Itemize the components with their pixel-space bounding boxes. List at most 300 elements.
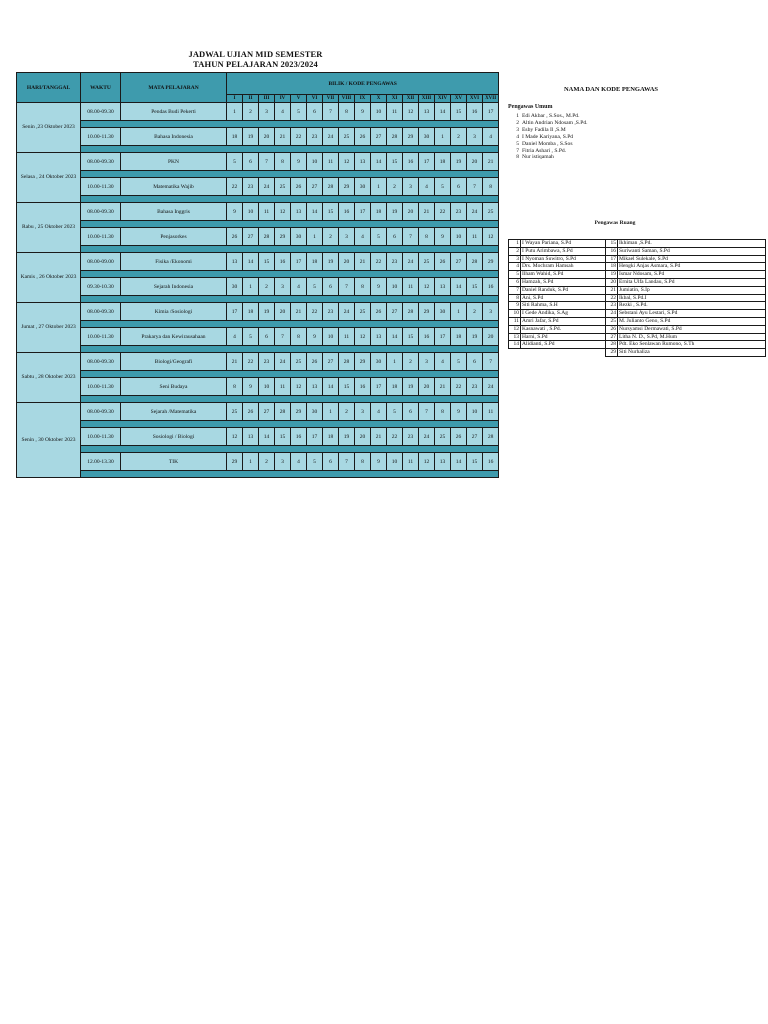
supervisor-code-cell: 23 [467, 378, 483, 396]
supervisor-code-cell: 15 [275, 428, 291, 446]
supervisor-code-cell: 11 [403, 453, 419, 471]
supervisor-code-cell: 27 [259, 403, 275, 421]
supervisor-code-cell: 24 [403, 253, 419, 271]
room-supervisor-row [509, 317, 766, 325]
supervisor-code-cell: 27 [307, 178, 323, 196]
general-supervisor-name: Edi Akbar , S.Sos., M.Pd. [522, 113, 580, 119]
supervisor-code-cell: 29 [227, 453, 243, 471]
supervisor-code-cell: 9 [227, 203, 243, 221]
supervisor-code-cell: 28 [467, 253, 483, 271]
supervisor-code-cell: 3 [355, 403, 371, 421]
day-date-cell: Senin ,23 Oktober 2023 [17, 103, 81, 153]
time-cell: 09.30-10.30 [81, 278, 121, 296]
subject-cell: Seni Budaya [121, 378, 227, 396]
supervisor-code-cell: 12 [227, 428, 243, 446]
supervisor-code-cell: 16 [419, 328, 435, 346]
supervisor-code-cell: 1 [243, 453, 259, 471]
supervisor-code-cell: 13 [227, 253, 243, 271]
general-supervisor-number: 2 [516, 119, 519, 126]
room-supervisor-number: 18 [606, 263, 618, 271]
room-supervisor-number: 29 [606, 349, 618, 357]
room-supervisor-row [509, 286, 766, 294]
supervisor-code-cell: 19 [387, 203, 403, 221]
supervisor-code-cell: 2 [243, 103, 259, 121]
exam-schedule-table [16, 72, 499, 478]
supervisor-code-cell: 16 [483, 278, 499, 296]
supervisor-code-cell: 2 [451, 128, 467, 146]
supervisor-code-cell: 7 [259, 153, 275, 171]
supervisor-code-cell: 1 [451, 303, 467, 321]
supervisor-code-cell: 10 [387, 453, 403, 471]
supervisor-code-cell: 8 [435, 403, 451, 421]
time-cell: 08.00-09.30 [81, 103, 121, 121]
supervisor-code-cell: 30 [435, 303, 451, 321]
supervisor-code-cell: 15 [323, 203, 339, 221]
supervisor-code-cell: 9 [435, 228, 451, 246]
separator-row [17, 446, 499, 453]
time-cell: 12.00-13.30 [81, 453, 121, 471]
room-supervisor-name: M. Julianto Geno, S.Pd [618, 317, 766, 325]
room-number-header: VI [307, 95, 323, 103]
supervisor-code-cell: 14 [323, 378, 339, 396]
room-supervisor-row [509, 255, 766, 263]
supervisor-code-cell: 4 [371, 403, 387, 421]
supervisor-code-cell: 29 [419, 303, 435, 321]
supervisor-code-cell: 30 [291, 228, 307, 246]
supervisor-code-cell: 17 [227, 303, 243, 321]
supervisor-code-cell: 21 [419, 203, 435, 221]
supervisor-code-cell: 21 [355, 253, 371, 271]
room-number-header: XVI [467, 95, 483, 103]
col-header-subject: MATA PELAJARAN [121, 73, 227, 103]
supervisor-code-cell: 7 [467, 178, 483, 196]
supervisor-code-cell: 26 [435, 253, 451, 271]
separator-row [17, 421, 499, 428]
session-row [17, 403, 499, 421]
supervisor-code-cell: 12 [403, 103, 419, 121]
supervisor-code-cell: 6 [451, 178, 467, 196]
general-supervisor-item [508, 134, 588, 141]
supervisor-code-cell: 21 [291, 303, 307, 321]
supervisor-code-cell: 27 [243, 228, 259, 246]
session-row [17, 128, 499, 146]
supervisor-code-cell: 14 [243, 253, 259, 271]
supervisor-code-cell: 28 [323, 178, 339, 196]
session-row [17, 303, 499, 321]
supervisor-code-cell: 5 [435, 178, 451, 196]
room-supervisor-number: 12 [509, 325, 521, 333]
supervisor-code-cell: 18 [371, 203, 387, 221]
general-supervisor-number: 5 [516, 140, 519, 147]
supervisor-code-cell: 7 [419, 403, 435, 421]
supervisor-code-cell: 16 [467, 103, 483, 121]
separator-row [17, 346, 499, 353]
supervisor-code-cell: 13 [435, 278, 451, 296]
room-supervisor-name: Ikbal, S.Pd.I [618, 294, 766, 302]
subject-cell: Kimia /Sosiologi [121, 303, 227, 321]
supervisor-code-cell: 18 [387, 378, 403, 396]
separator-cell [81, 346, 499, 353]
time-cell: 08.00-09.30 [81, 353, 121, 371]
supervisor-code-cell: 11 [483, 403, 499, 421]
supervisor-code-cell: 26 [307, 353, 323, 371]
supervisor-code-cell: 30 [355, 178, 371, 196]
room-supervisor-number: 17 [606, 255, 618, 263]
supervisor-code-cell: 15 [339, 378, 355, 396]
separator-cell [81, 146, 499, 153]
supervisor-code-cell: 19 [451, 153, 467, 171]
supervisor-code-cell: 11 [387, 103, 403, 121]
room-supervisor-name: Pdt. Eko Senlawan Rumono, S.Th [618, 341, 766, 349]
subject-cell: Fisika /Ekonomi [121, 253, 227, 271]
supervisor-code-cell: 1 [435, 128, 451, 146]
room-supervisor-name: Ikhiman ,S.Pd. [618, 240, 766, 248]
supervisor-code-cell: 5 [307, 453, 323, 471]
room-number-header: XV [451, 95, 467, 103]
room-supervisor-number: 23 [606, 302, 618, 310]
supervisor-code-cell: 14 [387, 328, 403, 346]
supervisor-code-cell: 22 [307, 303, 323, 321]
room-supervisor-number: 21 [606, 286, 618, 294]
supervisor-code-cell: 20 [419, 378, 435, 396]
supervisor-code-cell: 16 [483, 453, 499, 471]
supervisor-code-cell: 23 [451, 203, 467, 221]
supervisor-code-cell: 25 [291, 353, 307, 371]
supervisor-code-cell: 6 [259, 328, 275, 346]
subject-cell: Matematika Wajib [121, 178, 227, 196]
room-supervisor-name: I Putu Arimbawa, S.Pd [521, 247, 606, 255]
separator-cell [81, 296, 499, 303]
supervisor-code-cell: 20 [355, 428, 371, 446]
supervisor-code-cell: 29 [355, 353, 371, 371]
supervisor-code-cell: 20 [259, 128, 275, 146]
supervisor-code-cell: 29 [275, 228, 291, 246]
session-row [17, 103, 499, 121]
room-supervisor-number: 22 [606, 294, 618, 302]
supervisor-code-cell: 5 [371, 228, 387, 246]
supervisor-code-cell: 6 [403, 403, 419, 421]
supervisor-code-cell: 4 [291, 278, 307, 296]
supervisor-code-cell: 17 [371, 378, 387, 396]
supervisor-code-cell: 4 [435, 353, 451, 371]
supervisor-code-cell: 9 [355, 103, 371, 121]
room-number-header: XIV [435, 95, 451, 103]
supervisor-code-cell: 24 [275, 353, 291, 371]
separator-row [17, 196, 499, 203]
supervisor-code-cell: 27 [323, 353, 339, 371]
time-cell: 10.00-11.30 [81, 178, 121, 196]
document-title: JADWAL UJIAN MID SEMESTER [188, 49, 323, 59]
room-supervisor-name: Daniel Randuk, S.Pd [521, 286, 606, 294]
room-supervisor-number: 24 [606, 310, 618, 318]
supervisor-code-cell: 6 [307, 103, 323, 121]
supervisor-code-cell: 25 [275, 178, 291, 196]
room-number-header: I [227, 95, 243, 103]
separator-row [17, 246, 499, 253]
room-number-header: IV [275, 95, 291, 103]
room-supervisor-row [509, 278, 766, 286]
room-number-header: IX [355, 95, 371, 103]
supervisor-code-cell: 29 [339, 178, 355, 196]
day-date-cell: Sabtu , 28 Oktober 2023 [17, 353, 81, 403]
session-row [17, 453, 499, 471]
supervisor-code-cell: 1 [371, 178, 387, 196]
separator-row [17, 396, 499, 403]
room-supervisor-number: 20 [606, 278, 618, 286]
supervisor-code-cell: 19 [339, 428, 355, 446]
supervisor-code-cell: 9 [371, 278, 387, 296]
supervisor-code-cell: 3 [259, 103, 275, 121]
supervisor-code-cell: 18 [243, 303, 259, 321]
supervisor-code-cell: 6 [323, 278, 339, 296]
supervisor-code-cell: 13 [355, 153, 371, 171]
supervisor-code-cell: 10 [259, 378, 275, 396]
supervisor-code-cell: 18 [307, 253, 323, 271]
day-date-cell: Selasa , 24 Oktober 2023 [17, 153, 81, 203]
supervisor-code-cell: 19 [467, 328, 483, 346]
empty-cell [509, 349, 521, 357]
supervisor-code-cell: 8 [355, 278, 371, 296]
subject-cell: Bahasa Inggris [121, 203, 227, 221]
supervisor-code-cell: 25 [227, 403, 243, 421]
supervisor-code-cell: 13 [435, 453, 451, 471]
separator-row [17, 121, 499, 128]
supervisor-code-cell: 22 [371, 253, 387, 271]
general-supervisor-name: Esby Fadila Il ,S.M [522, 126, 566, 133]
room-number-header: III [259, 95, 275, 103]
supervisor-code-cell: 15 [467, 278, 483, 296]
supervisor-code-cell: 7 [483, 353, 499, 371]
supervisor-code-cell: 25 [355, 303, 371, 321]
supervisor-code-cell: 13 [243, 428, 259, 446]
supervisor-code-cell: 13 [371, 328, 387, 346]
time-cell: 08.00-09.30 [81, 203, 121, 221]
supervisor-code-cell: 26 [291, 178, 307, 196]
supervisor-code-cell: 13 [419, 103, 435, 121]
supervisor-code-cell: 15 [467, 453, 483, 471]
room-supervisor-number: 26 [606, 325, 618, 333]
day-date-cell: Senin , 30 Oktober 2023 [17, 403, 81, 478]
supervisor-code-cell: 2 [259, 278, 275, 296]
supervisor-code-cell: 15 [259, 253, 275, 271]
supervisor-code-cell: 20 [275, 303, 291, 321]
supervisor-code-cell: 21 [371, 428, 387, 446]
room-supervisor-name: Rezki , S.Pd. [618, 302, 766, 310]
time-cell: 10.00-11.30 [81, 128, 121, 146]
separator-row [17, 471, 499, 478]
separator-cell [81, 371, 499, 378]
room-number-header: VII [323, 95, 339, 103]
general-supervisor-item [508, 141, 588, 148]
room-number-header: X [371, 95, 387, 103]
room-supervisor-name: Ernita Ulfa Landau, S.Pd [618, 278, 766, 286]
room-supervisor-name: Nursyamsi Dermawati, S.Pd [618, 325, 766, 333]
col-header-time: WAKTU [81, 73, 121, 103]
supervisor-code-cell: 22 [435, 203, 451, 221]
room-supervisor-number: 19 [606, 271, 618, 279]
supervisor-code-cell: 15 [387, 153, 403, 171]
day-date-cell: Kamis , 26 Oktober 2023 [17, 253, 81, 303]
supervisor-code-cell: 17 [483, 103, 499, 121]
room-supervisor-number: 6 [509, 278, 521, 286]
supervisor-code-cell: 28 [259, 228, 275, 246]
supervisor-code-cell: 4 [355, 228, 371, 246]
separator-cell [81, 396, 499, 403]
room-supervisor-number: 10 [509, 310, 521, 318]
session-row [17, 353, 499, 371]
supervisor-code-cell: 17 [307, 428, 323, 446]
room-number-header: XI [387, 95, 403, 103]
supervisor-code-cell: 13 [307, 378, 323, 396]
separator-cell [81, 471, 499, 478]
room-supervisor-name: Ismar Ndosam, S.Pd [618, 271, 766, 279]
supervisor-code-cell: 9 [451, 403, 467, 421]
supervisor-code-cell: 19 [259, 303, 275, 321]
supervisor-code-cell: 23 [323, 303, 339, 321]
supervisor-code-cell: 22 [387, 428, 403, 446]
supervisor-code-cell: 30 [371, 353, 387, 371]
supervisor-code-cell: 30 [227, 278, 243, 296]
supervisor-code-cell: 6 [467, 353, 483, 371]
supervisor-code-cell: 8 [227, 378, 243, 396]
session-row [17, 228, 499, 246]
supervisor-code-cell: 11 [323, 153, 339, 171]
supervisor-code-cell: 28 [387, 128, 403, 146]
room-supervisor-row [509, 341, 766, 349]
supervisor-code-cell: 11 [403, 278, 419, 296]
room-supervisor-number: 1 [509, 240, 521, 248]
supervisor-code-cell: 7 [339, 453, 355, 471]
time-cell: 10.00-11.30 [81, 428, 121, 446]
time-cell: 08.00-09.30 [81, 153, 121, 171]
session-row [17, 278, 499, 296]
room-supervisor-name: Amri Jafar, S.Pd [521, 317, 606, 325]
supervisor-code-cell: 7 [339, 278, 355, 296]
room-supervisor-number: 3 [509, 255, 521, 263]
room-supervisors-heading: Pengawas Ruang [594, 220, 636, 226]
room-supervisor-name: Mikael Sulekale, S.Pd [618, 255, 766, 263]
supervisor-code-cell: 8 [291, 328, 307, 346]
separator-row [17, 171, 499, 178]
supervisor-code-cell: 20 [483, 328, 499, 346]
supervisor-code-cell: 12 [419, 453, 435, 471]
supervisor-code-cell: 25 [339, 128, 355, 146]
general-supervisor-name: I Made Kariyana, S.Pd [522, 133, 574, 140]
supervisor-code-cell: 29 [483, 253, 499, 271]
room-supervisor-name: I Nyoman Suwitro, S.Pd [521, 255, 606, 263]
supervisor-code-cell: 14 [307, 203, 323, 221]
supervisor-code-cell: 5 [227, 153, 243, 171]
supervisor-code-cell: 5 [451, 353, 467, 371]
separator-cell [81, 246, 499, 253]
supervisor-code-cell: 28 [403, 303, 419, 321]
room-number-header: V [291, 95, 307, 103]
supervisor-code-cell: 3 [275, 278, 291, 296]
supervisor-code-cell: 24 [419, 428, 435, 446]
supervisor-code-cell: 11 [259, 203, 275, 221]
supervisor-code-cell: 26 [243, 403, 259, 421]
supervisor-code-cell: 21 [483, 153, 499, 171]
session-row [17, 178, 499, 196]
supervisor-code-cell: 2 [323, 228, 339, 246]
supervisor-code-cell: 30 [307, 403, 323, 421]
supervisor-code-cell: 12 [291, 378, 307, 396]
general-supervisor-item [508, 154, 588, 161]
supervisor-code-cell: 8 [275, 153, 291, 171]
subject-cell: PKN [121, 153, 227, 171]
supervisor-code-cell: 3 [419, 353, 435, 371]
separator-cell [81, 421, 499, 428]
supervisor-code-cell: 5 [387, 403, 403, 421]
supervisor-code-cell: 2 [259, 453, 275, 471]
room-supervisor-name: Hamzah, S.Pd [521, 278, 606, 286]
supervisor-code-cell: 1 [387, 353, 403, 371]
supervisor-code-cell: 28 [339, 353, 355, 371]
supervisor-code-cell: 28 [275, 403, 291, 421]
room-supervisor-row [509, 302, 766, 310]
supervisor-code-cell: 1 [323, 403, 339, 421]
supervisor-code-cell: 17 [435, 328, 451, 346]
supervisor-code-cell: 4 [483, 128, 499, 146]
supervisor-code-cell: 25 [483, 203, 499, 221]
room-supervisor-row [509, 294, 766, 302]
room-supervisor-name: Suriwanti Saman, S.Pd [618, 247, 766, 255]
supervisor-code-cell: 5 [307, 278, 323, 296]
general-supervisor-number: 8 [516, 154, 519, 161]
separator-row [17, 221, 499, 228]
room-supervisor-row [509, 247, 766, 255]
supervisor-code-cell: 7 [275, 328, 291, 346]
room-supervisor-number: 25 [606, 317, 618, 325]
time-cell: 10.00-11.30 [81, 328, 121, 346]
subject-cell: Biologi/Geografi [121, 353, 227, 371]
supervisor-code-cell: 12 [419, 278, 435, 296]
supervisor-code-cell: 26 [355, 128, 371, 146]
supervisor-code-cell: 26 [227, 228, 243, 246]
room-supervisor-name: Ani, S.Pd [521, 294, 606, 302]
empty-cell [521, 349, 606, 357]
supervisor-code-cell: 5 [243, 328, 259, 346]
supervisor-code-cell: 4 [291, 453, 307, 471]
separator-cell [81, 271, 499, 278]
supervisor-code-cell: 29 [403, 128, 419, 146]
supervisor-code-cell: 11 [275, 378, 291, 396]
separator-cell [81, 321, 499, 328]
room-supervisor-name: Hengki Anjas Asmara, S.Pd [618, 263, 766, 271]
supervisor-code-cell: 8 [339, 103, 355, 121]
general-supervisor-name: Nur istiqamah [522, 154, 554, 161]
subject-cell: Sosiologi / Biologi [121, 428, 227, 446]
supervisor-code-cell: 4 [227, 328, 243, 346]
room-supervisor-row [509, 325, 766, 333]
room-number-header: VIII [339, 95, 355, 103]
supervisor-code-cell: 27 [371, 128, 387, 146]
room-supervisor-name: Alidianti, S.Pd [521, 341, 606, 349]
supervisor-code-cell: 2 [387, 178, 403, 196]
supervisor-code-cell: 3 [339, 228, 355, 246]
supervisor-code-cell: 27 [451, 253, 467, 271]
session-row [17, 328, 499, 346]
room-supervisor-name: I Wayan Pariana, S.Pd [521, 240, 606, 248]
room-supervisor-number: 11 [509, 317, 521, 325]
supervisor-code-cell: 24 [259, 178, 275, 196]
supervisor-code-cell: 16 [275, 253, 291, 271]
time-cell: 08.00-09.00 [81, 253, 121, 271]
separator-row [17, 296, 499, 303]
supervisor-code-cell: 9 [307, 328, 323, 346]
supervisor-code-cell: 27 [467, 428, 483, 446]
col-header-rooms: BILIK / KODE PENGAWAS [227, 73, 499, 95]
